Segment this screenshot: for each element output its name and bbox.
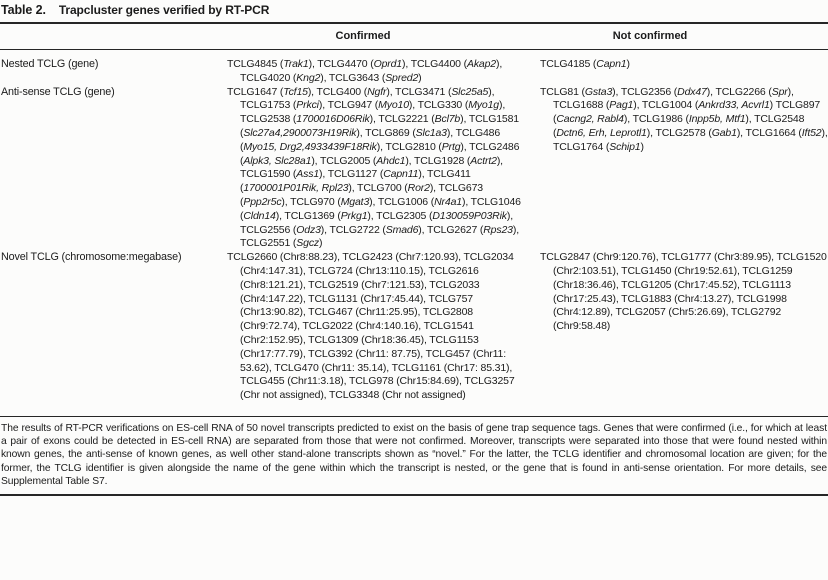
- confirmed-cell: TCLG4845 (Trak1), TCLG4470 (Oprd1), TCLG4400 (Akap2), TCLG4020 (Kng2), TCLG3643 (Spred2): [227, 58, 503, 84]
- table-title-text: Trapcluster genes verified by RT-PCR: [58, 3, 270, 17]
- column-header-confirmed: Confirmed: [335, 30, 391, 42]
- table-row-antisense-tclg: [0, 86, 828, 252]
- not-confirmed-cell: TCLG4185 (Capn1): [540, 58, 630, 70]
- rule-bottom: [0, 494, 828, 496]
- footnote-text: The results of RT-PCR verifications on ES-cell RNA of 50 novel transcripts predicted to exist on the basis of gene trap sequence tags. Genes that were confirmed (i.e., for which at least a pair of exons could be detected in ES-cell RNA) are separated from those that were not confirmed. Moreover, transcripts were separated into those that were found nested within known genes, the anti-sense of known genes, as well other stand-alone transcripts shown as “novel.” For the latter, the TCLG identifier and chromosomal location are given; for the former, the TCLG identifier is given alongside the name of the gene within which the transcript is nested, or the gene that is found in anti-sense orientation. For more details, see Supplemental Table S7.: [1, 422, 827, 487]
- row-label: Anti-sense TCLG (gene): [1, 85, 115, 98]
- row-label: Novel TCLG (chromosome:megabase): [1, 251, 182, 264]
- column-header-row: [0, 24, 828, 49]
- row-label: Nested TCLG (gene): [1, 58, 99, 70]
- not-confirmed-cell: TCLG81 (Gsta3), TCLG2356 (Ddx47), TCLG2266 (Spr), TCLG1688 (Pag1), TCLG1004 (Ankrd33, Acvrl1) TCLG897 (Cacng2, Rabl4), TCLG1986 (Inpp5b, Mtf1), TCLG2548 (Dctn6, Erh, Leprotl1), TCLG2578 (Gab1), TCLG1664 (Ift52), TCLG1764 (Schip1): [540, 85, 828, 153]
- table-number-label: Table 2.: [1, 3, 46, 17]
- table-title: [0, 0, 828, 22]
- column-header-not-confirmed: Not confirmed: [612, 30, 688, 42]
- table-row-nested-tclg: [0, 58, 828, 86]
- column-header-blank: [0, 30, 227, 42]
- table-row-novel-tclg: [0, 251, 828, 403]
- table-body: [0, 50, 828, 416]
- confirmed-cell: TCLG2660 (Chr8:88.23), TCLG2423 (Chr7:120.93), TCLG2034 (Chr4:147.31), TCLG724 (Chr13:110.15), TCLG2616 (Chr8:121.21), TCLG2519 (Chr7:121.53), TCLG2033 (Chr4:147.22), TCLG1131 (Chr17:45.44), TCLG757 (Chr13:90.82), TCLG467 (Chr11:25.95), TCLG2808 (Chr9:72.74), TCLG2022 (Chr4:140.16), TCLG1541 (Chr2:152.95), TCLG1309 (Chr18:36.45), TCLG1153 (Chr17:77.79), TCLG392 (Chr11: 87.75), TCLG457 (Chr11: 53.62), TCLG470 (Chr11: 35.14), TCLG1161 (Chr17: 85.31), TCLG455 (Chr11:3.18), TCLG978 (Chr15:84.69), TCLG3257 (Chr not assigned), TCLG3348 (Chr not assigned): [227, 251, 515, 402]
- confirmed-cell: TCLG1647 (Tcf15), TCLG400 (Ngfr), TCLG3471 (Slc25a5), TCLG1753 (Prkci), TCLG947 (Myo10), TCLG330 (Myo1g), TCLG2538 (1700016D06Rik), TCLG2221 (Bcl7b), TCLG1581 (Slc27a4,2900073H19Rik), TCLG869 (Slc1a3), TCLG486 (Myo15, Drg2,4933439F18Rik), TCLG2810 (Prtg), TCLG2486 (Alpk3, Slc28a1), TCLG2005 (Ahdc1), TCLG1928 (Actrt2), TCLG1590 (Ass1), TCLG1127 (Capn11), TCLG411 (1700001P01Rik, Rpl23), TCLG700 (Ror2), TCLG673 (Ppp2r5c), TCLG970 (Mgat3), TCLG1006 (Nr4a1), TCLG1046 (Cldn14), TCLG1369 (Prkg1), TCLG2305 (D130059P03Rik), TCLG2556 (Odz3), TCLG2722 (Smad6), TCLG2627 (Rps23), TCLG2551 (Sgcz): [227, 85, 521, 250]
- not-confirmed-cell: TCLG2847 (Chr9:120.76), TCLG1777 (Chr3:89.95), TCLG1520 (Chr2:103.51), TCLG1450 (Chr19:52.61), TCLG1259 (Chr18:36.46), TCLG1205 (Chr17:45.52), TCLG1113 (Chr17:25.43), TCLG1883 (Chr4:13.27), TCLG1998 (Chr4:12.89), TCLG2057 (Chr5:26.69), TCLG2792 (Chr9:58.48): [540, 251, 827, 333]
